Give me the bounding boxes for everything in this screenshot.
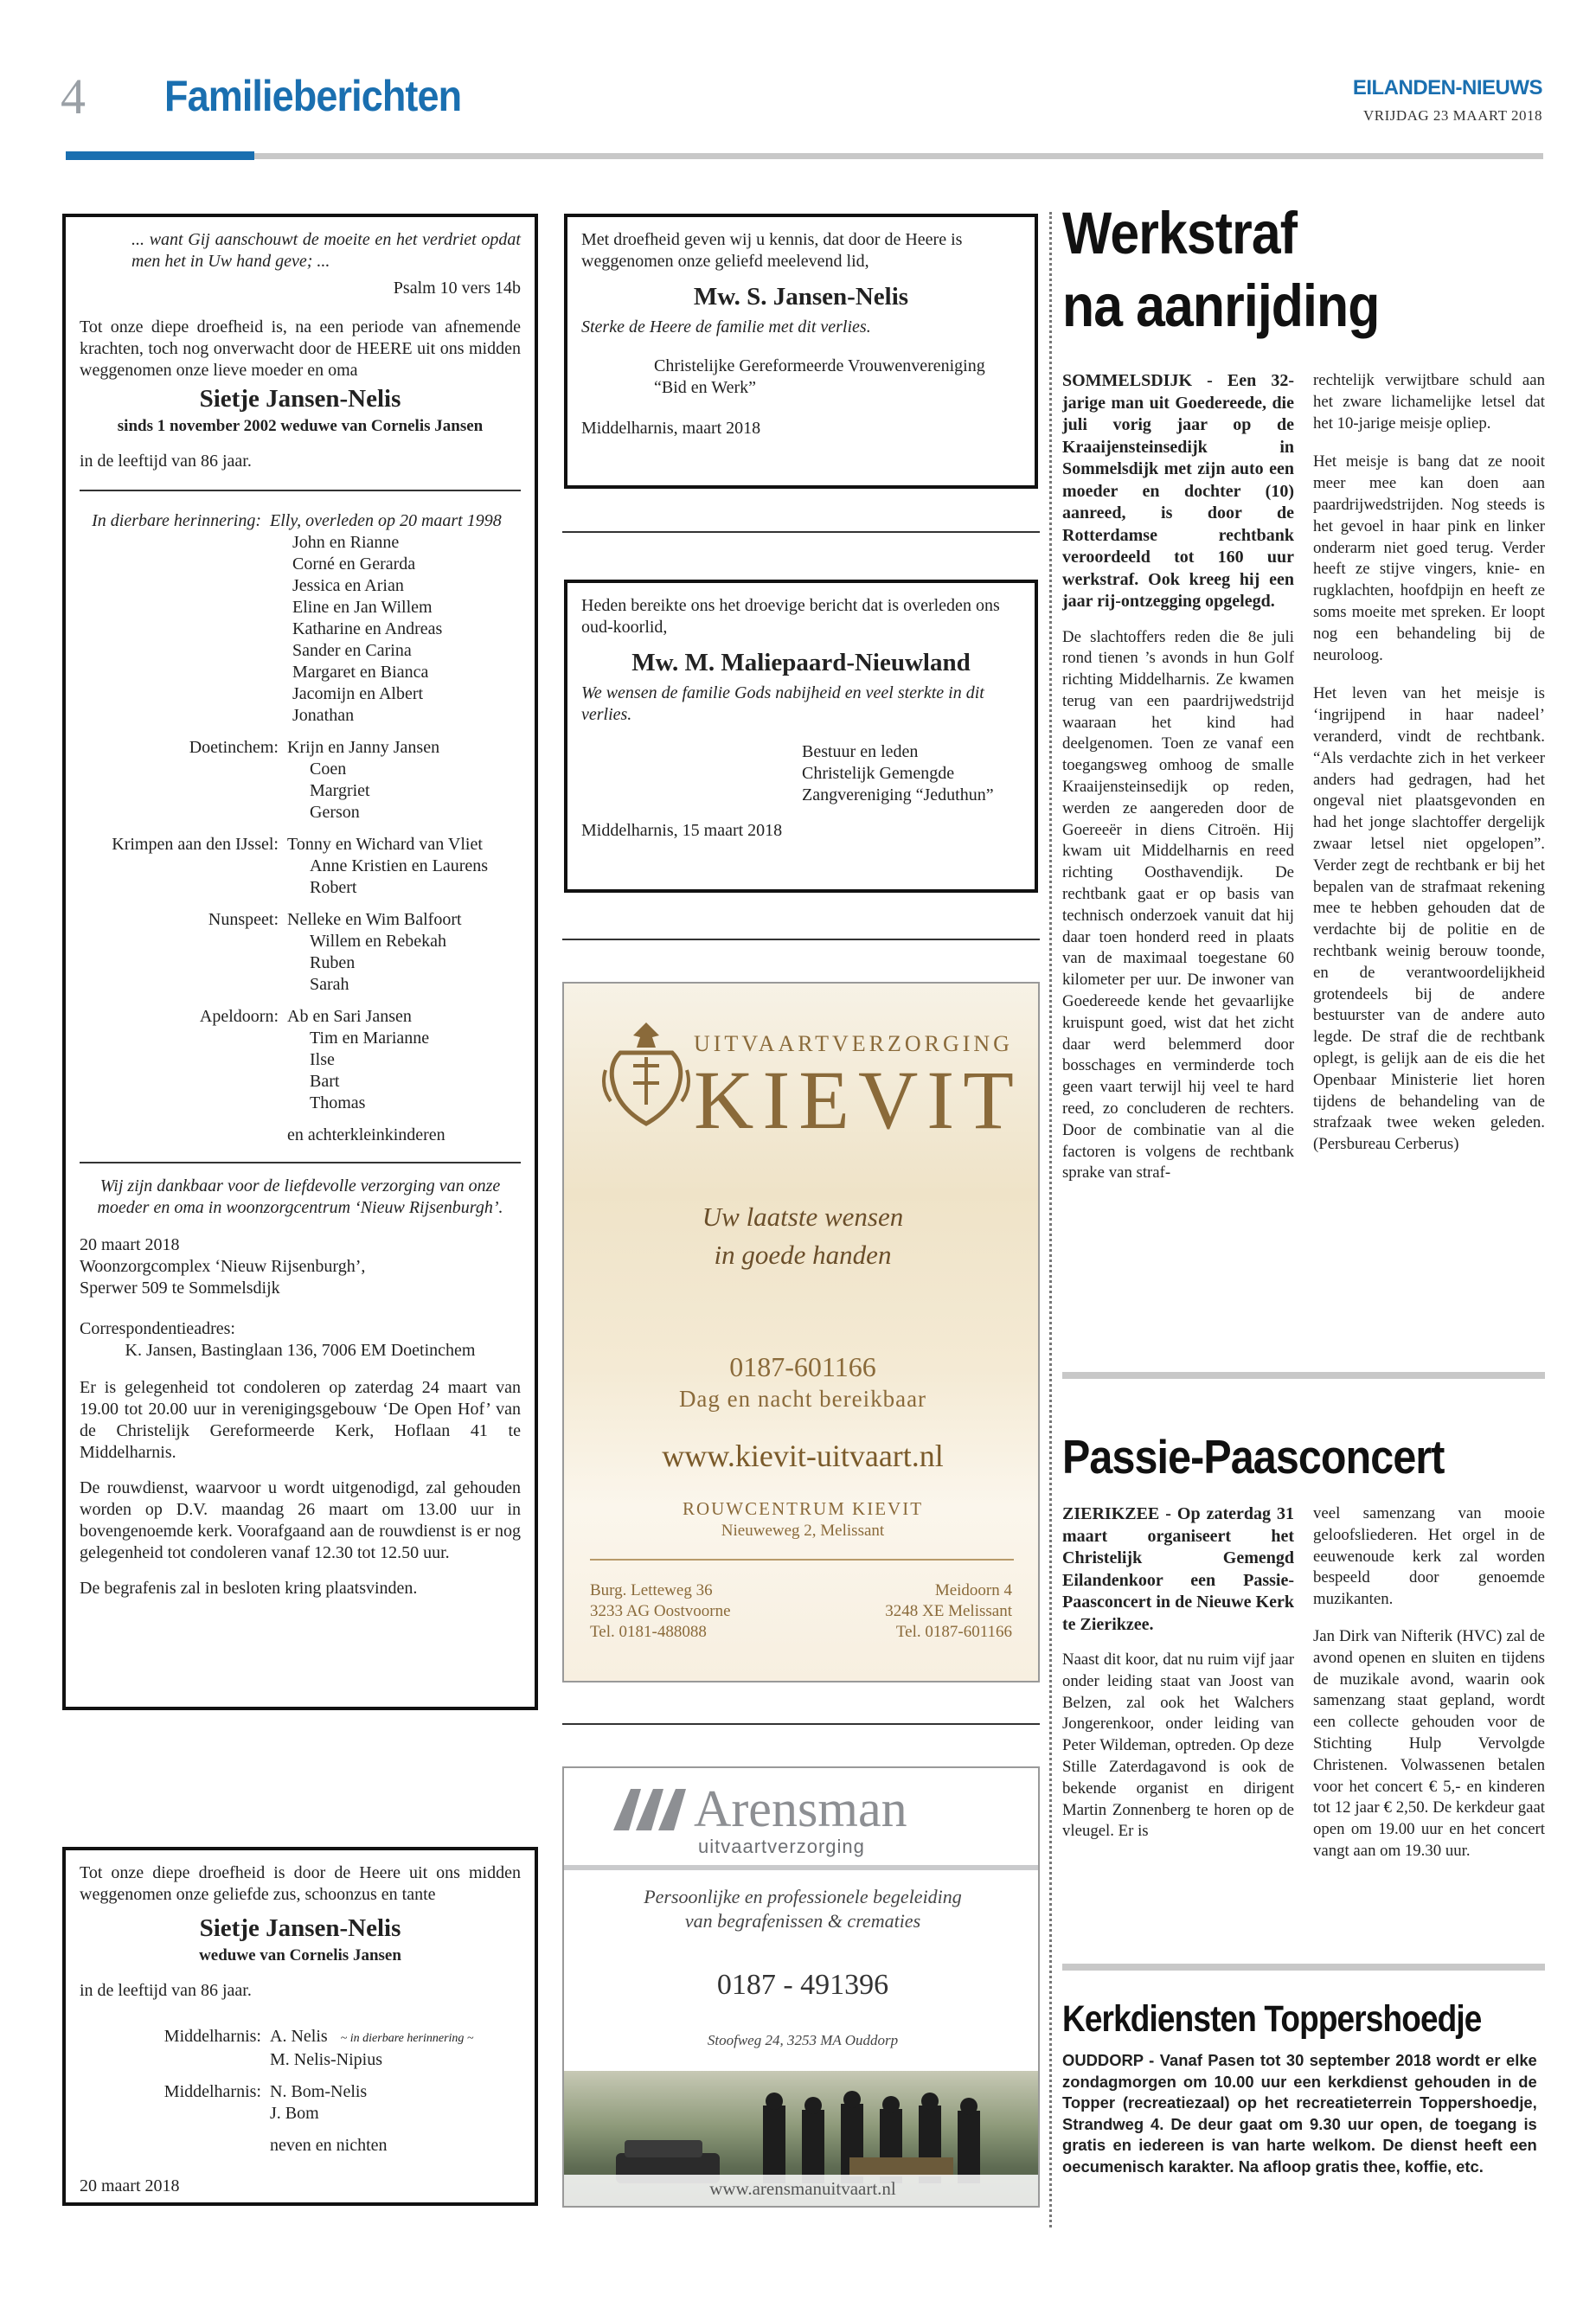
divider (80, 490, 521, 491)
org-line: Bestuur en leden (802, 742, 919, 761)
section-title: Familieberichten (164, 72, 462, 120)
ad-arensman-phone: 0187 - 491396 (716, 1969, 889, 2001)
family-head: Tonny en Wichard van Vliet (287, 835, 483, 854)
article-lead: SOMMELSDIJK - Een 32-jarige man uit Goedereede, die juli vorig jaar op de Kraaijensteinsedijk in Sommelsdijk met zijn auto een moeder en dochter (10) aanreed, is door de Rotterdamse rechtbank veroordeeld tot 160 uur werkstraf. Ook kreeg hij een jaar rij-ontzegging opgelegd. (1062, 371, 1294, 611)
family-row (80, 1006, 521, 1114)
article-paragraph: Naast dit koor, dat nu ruim vijf jaar onder leiding staat van Joost van Belzen, zal ook het Walchers Jongerenkoor, onder leiding van Peter Wildeman, optreden. Op deze Stille Zaterdagavond is ook de bekende organist en dirigent Martin Zonnenberg te horen op de vleugel. Er is (1062, 1650, 1294, 1841)
obituary-association (564, 214, 1038, 489)
list-item: Willem en Rebekah (310, 932, 447, 951)
deceased-name: Sietje Jansen-Nelis (199, 1914, 401, 1942)
header-rule-accent (66, 151, 254, 160)
list-item: Bart (310, 1072, 340, 1091)
obituary-date: Middelharnis, maart 2018 (581, 419, 761, 438)
memory-first: Elly, overleden op 20 maart 1998 (270, 511, 502, 530)
obituary-choir (564, 580, 1038, 893)
list-item: Eline en Jan Willem (292, 598, 433, 617)
header-rule (254, 153, 1543, 159)
family-head: Nelleke en Wim Balfoort (287, 910, 462, 929)
list-item: Jacomijn en Albert (292, 684, 424, 703)
ad-arensman-brand: Arensman (694, 1780, 907, 1837)
article-paragraph: Jan Dirk van Nifterik (HVC) zal de avond openen en sluiten en tijdens de muzikale avond, waarin ook samenzang staat gepland, wordt een collecte gehouden voor de Stichting Hulp Vervolgde Christenen. Volwassenen betalen voor het concert € 5,- en kinderen tot 12 jaar € 2,50. De kerkdeur gaat open om 19.00 uur en het concert vangt aan om 19.30 uur. (1313, 1626, 1545, 1860)
address-line: 3233 AG Oostvoorne (590, 1602, 731, 1620)
column-separator (1049, 212, 1052, 2227)
condolence-wish: We wensen de familie Gods nabijheid en veel sterkte in dit verlies. (581, 683, 984, 724)
deceased-name: Sietje Jansen-Nelis (199, 385, 401, 413)
memory-label: In dierbare herinnering: (92, 511, 261, 530)
home-address-1: Woonzorgcomplex ‘Nieuw Rijsenburgh’, (80, 1257, 366, 1276)
memory-row (80, 510, 521, 727)
list-item: Jessica en Arian (292, 576, 404, 595)
obituary-main (62, 214, 538, 1710)
ad-kievit-location-2 (885, 1580, 1012, 1643)
great-grandchildren: en achterkleinkinderen (287, 1125, 445, 1144)
divider (562, 531, 1040, 533)
org-line: Zangvereniging “Jeduthun” (802, 785, 994, 804)
memory-note: ~ in dierbare herinnering ~ (340, 2032, 474, 2045)
bible-reference: Psalm 10 vers 14b (393, 279, 521, 298)
family-row (80, 2135, 521, 2157)
article-paragraph: Het leven van het meisje is ‘ingrijpend in haar nadeel’ veranderd, vindt de rechtbank. “Als verdachte zich in het verkeer anders had gedragen, had het ongeval niet plaatsgevonden en had het jonge slachtoffer dergelijk zwaar letsel niet opgelopen”. Verder zegt de rechtbank er bij het bepalen van de strafmaat rekening mee te hebben gehouden dat de verdachte bij de politie en de rechtbank weinig berouw toonde, en de verantwoordelijkheid grotendeels bij de andere bestuurster van de andere auto legde. De straf die de rechtbank oplegt, is gelijk aan de eis die het Openbaar Ministerie liet horen tijdens de behandeling van de strafzaak twee weken geleden. (Persbureau Cerberus) (1313, 684, 1545, 1154)
nephews-nieces: neven en nichten (270, 2136, 388, 2155)
correspondence-label: Correspondentieadres: (80, 1319, 235, 1338)
ad-kievit-url[interactable]: www.kievit-uitvaart.nl (662, 1439, 944, 1473)
ad-arensman (562, 1766, 1040, 2208)
thanks-note: Wij zijn dankbaar voor de liefdevolle verzorging van onze moeder en oma in woonzorgcentrum ‘Nieuw Rijsenburgh’. (97, 1176, 503, 1217)
funeral-photo (564, 2071, 1040, 2208)
article-werkstraf-col1 (1062, 370, 1294, 1184)
headline-line: na aanrijding (1062, 272, 1380, 339)
obituary-intro: Met droefheid geven wij u kennis, dat door de Heere is weggenomen onze geliefd meelevend lid, (581, 230, 963, 271)
article-paragraph: rechtelijk verwijtbare schuld aan het zware lichamelijke letsel dat het 10-jarige meisje opliep. (1313, 371, 1545, 433)
divider (590, 1559, 1014, 1561)
address-line: Burg. Letteweg 36 (590, 1581, 713, 1599)
burial-info: De begrafenis zal in besloten kring plaatsvinden. (80, 1579, 418, 1598)
association-name: Christelijke Gereformeerde Vrouwenvereniging “Bid en Werk” (654, 356, 985, 397)
family-place: Apeldoorn: (199, 1007, 279, 1026)
issue-date: VRIJDAG 23 MAART 2018 (1362, 107, 1542, 124)
arensman-logo-icon (612, 1785, 689, 1833)
ad-arensman-tagline (564, 1885, 1040, 1933)
family-row (80, 1125, 521, 1146)
family-head: Ab en Sari Jansen (287, 1007, 412, 1026)
list-item: Corné en Gerarda (292, 554, 416, 574)
crest-icon (599, 1018, 694, 1131)
divider (564, 1865, 1040, 1870)
ad-arensman-address: Stoofweg 24, 3253 MA Ouddorp (707, 2032, 899, 2048)
condolence-wish: Sterke de Heere de familie met dit verlies. (581, 317, 871, 336)
ad-kievit-brand: KIEVIT (694, 1054, 1022, 1146)
divider (80, 1162, 521, 1163)
org-line: Christelijk Gemengde (802, 764, 955, 783)
article-paasconcert-title: Passie-Paasconcert (1062, 1430, 1445, 1484)
list-item: Sander en Carina (292, 641, 412, 660)
obituary-date: Middelharnis, 15 maart 2018 (581, 821, 783, 840)
family-row (80, 2081, 521, 2125)
obituary-intro: Heden bereikte ons het droevige bericht dat is overleden ons oud-koorlid, (581, 596, 1000, 637)
address-line: 3248 XE Melissant (885, 1602, 1012, 1620)
article-werkstraf-title (1062, 197, 1379, 343)
condolence-info: Er is gelegenheid tot condoleren op zaterdag 24 maart van 19.00 tot 20.00 uur in verenigingsgebouw ‘De Open Hof’ van de Christelijk Gereformeerde Kerk, Hoflaan 41 te Middelharnis. (80, 1378, 521, 1462)
article-paasconcert-col1 (1062, 1503, 1294, 1843)
tagline-line: Persoonlijke en professionele begeleiding (644, 1886, 962, 1907)
obituary-date: 20 maart 2018 (80, 1235, 180, 1254)
family-head: Krijn en Janny Jansen (287, 738, 440, 757)
divider (1062, 1372, 1545, 1379)
list-item: Margriet (310, 781, 370, 800)
ad-kievit (562, 982, 1040, 1682)
ad-arensman-sub: uitvaartverzorging (698, 1836, 865, 1857)
divider (562, 1723, 1040, 1725)
home-address-2: Sperwer 509 te Sommelsdijk (80, 1279, 280, 1298)
family-head: A. Nelis (270, 2027, 328, 2046)
list-item: Ruben (310, 953, 356, 972)
family-place: Krimpen aan den IJssel: (112, 835, 279, 854)
list-item: Thomas (310, 1093, 366, 1112)
list-item: M. Nelis-Nipius (270, 2050, 382, 2069)
family-row (80, 737, 521, 824)
address-line: Tel. 0181-488088 (590, 1623, 707, 1641)
deceased-subtitle: sinds 1 november 2002 weduwe van Cornelis Jansen (117, 417, 484, 435)
list-item: Ilse (310, 1050, 335, 1069)
obituary-intro: Tot onze diepe droefheid is, na een periode van afnemende krachten, toch nog onverwacht door de HEERE uit ons midden weggenomen onze lieve moeder en oma (80, 317, 521, 380)
list-item: Margaret en Bianca (292, 663, 429, 682)
ad-kievit-top: UITVAARTVERZORGING (694, 1031, 1013, 1056)
tagline-line: van begrafenissen & crematies (684, 1910, 921, 1932)
divider (562, 939, 1040, 940)
slogan-line: in goede handen (714, 1240, 892, 1270)
family-place: Nunspeet: (208, 910, 279, 929)
headline-line: Werkstraf (1062, 200, 1298, 266)
ad-kievit-center-address: Nieuweweg 2, Melissant (721, 1522, 885, 1540)
choir-org (802, 741, 1021, 806)
obituary-family (62, 1847, 538, 2206)
deceased-name: Mw. S. Jansen-Nelis (693, 283, 909, 311)
list-item: Gerson (310, 803, 360, 822)
family-row (80, 909, 521, 996)
obituary-date: 20 maart 2018 (80, 2176, 180, 2195)
ad-kievit-slogan (564, 1198, 1040, 1274)
family-row (80, 2026, 521, 2071)
list-item: John en Rianne (292, 533, 400, 552)
divider (1062, 1964, 1545, 1971)
deceased-age: in de leeftijd van 86 jaar. (80, 1981, 252, 2000)
bible-quote: ... want Gij aanschouwt de moeite en het verdriet opdat men het in Uw hand geve; ... (131, 230, 521, 271)
address-line: Meidoorn 4 (934, 1581, 1012, 1599)
list-item: Coen (310, 760, 347, 779)
article-kerkdiensten-title: Kerkdiensten Toppershoedje (1062, 1998, 1482, 2040)
family-row (80, 834, 521, 899)
grandchildren-list (270, 532, 521, 727)
article-werkstraf-col2 (1313, 370, 1545, 1156)
list-item: Tim en Marianne (310, 1029, 430, 1048)
article-paragraph: veel samenzang van mooie geloofsliederen. Het orgel in de eeuwenoude kerk zal worden bespeeld door genoemde muzikanten. (1313, 1504, 1545, 1609)
deceased-name: Mw. M. Maliepaard-Nieuwland (631, 649, 971, 676)
list-item: Jonathan (292, 706, 355, 725)
family-place: Middelharnis: (163, 2082, 261, 2101)
list-item: Anne Kristien en Laurens (310, 856, 489, 875)
deceased-age: in de leeftijd van 86 jaar. (80, 452, 252, 471)
list-item: Robert (310, 878, 357, 897)
article-paragraph: De slachtoffers reden die 8e juli rond tienen ’s avonds in hun Golf richting Middelharnis. Ze kwamen terug van een paardrijwedstrijd waaraan het kind had deelgenomen. Toen ze vanaf een toegangsweg omhoog de smalle Kraaijensteinsedijk op reden, werden ze aangereden door de Goereeër in diens Citroën. Hij kwam uit Middelharnis en reed richting Oosthavendijk. De rechtbank gaat er op basis van technisch onderzoek vanuit dat hij daar toen honderd reed in plaats van de maximaal toegestane 60 kilometer per uur. De inwoner van Goedereede kende het gevaarlijke kruispunt goed, wist dat het zicht daar werd belemmerd door bosschages en verminderde toch geen vaart terwijl hij veel te hard reed, zo concluderen de rechters. Door de combinatie van al die factoren is volgens de rechtbank sprake van straf- (1062, 627, 1294, 1183)
article-kerkdiensten-body: OUDDORP - Vanaf Pasen tot 30 september 2018 wordt er elke zondagmorgen om 10.00 uur een kerkdienst gehouden in de Topper (recreatiezaal) op het recreatieterrein Toppershoedje, Strandweg 4. De deur gaat om 9.30 uur open, de toegang is gratis en iedereen is van harte welkom. De dienst heeft een oecumenisch karakter. Na afloop gratis thee, koffie, etc. (1062, 2051, 1537, 2176)
ad-kievit-location-1 (590, 1580, 731, 1643)
page-number: 4 (61, 68, 86, 125)
ad-kievit-availability: Dag en nacht bereikbaar (678, 1386, 927, 1412)
article-paragraph: Het meisje is bang dat ze nooit meer mee kan doen aan paardrijwedstrijden. Nog steeds is het gevoel in haar pink en linker onderarm niet goed terug. Verder heeft ze stijve vingers, knie- en rugklachten, hoofdpijn en heeft ze soms moeite met spreken. Er loopt nog een behandeling bij de neuroloog. (1313, 452, 1545, 664)
obituary-intro: Tot onze diepe droefheid is door de Heere uit ons midden weggenomen onze geliefde zus, schoonzus en tante (80, 1863, 521, 1904)
article-lead: ZIERIKZEE - Op zaterdag 31 maart organiseert het Christelijk Gemengd Eilandenkoor een Passie-Paasconcert in de Nieuwe Kerk te Zierikzee. (1062, 1504, 1294, 1634)
list-item: J. Bom (270, 2104, 319, 2123)
article-paasconcert-col2 (1313, 1503, 1545, 1862)
newspaper-brand: EILANDEN-NIEUWS (1352, 76, 1542, 99)
ad-kievit-phone: 0187-601166 (729, 1351, 876, 1382)
family-head: N. Bom-Nelis (270, 2082, 368, 2101)
family-place: Middelharnis: (163, 2027, 261, 2046)
correspondence-address: K. Jansen, Bastinglaan 136, 7006 EM Doetinchem (125, 1341, 476, 1360)
slogan-line: Uw laatste wensen (702, 1202, 904, 1232)
list-item: Sarah (310, 975, 349, 994)
address-line: Tel. 0187-601166 (895, 1623, 1012, 1641)
family-place: Doetinchem: (189, 738, 279, 757)
list-item: Katharine en Andreas (292, 619, 443, 638)
service-info: De rouwdienst, waarvoor u wordt uitgenodigd, zal gehouden worden op D.V. maandag 26 maart om 13.00 uur in bovengenoemde kerk. Voorafgaand aan de rouwdienst is er nog gelegenheid tot condoleren vanaf 12.30 tot 12.50 uur. (80, 1478, 521, 1562)
deceased-subtitle: weduwe van Cornelis Jansen (199, 1946, 401, 1965)
ad-kievit-center: ROUWCENTRUM KIEVIT (682, 1498, 924, 1519)
ad-arensman-url[interactable]: www.arensmanuitvaart.nl (709, 2178, 896, 2199)
